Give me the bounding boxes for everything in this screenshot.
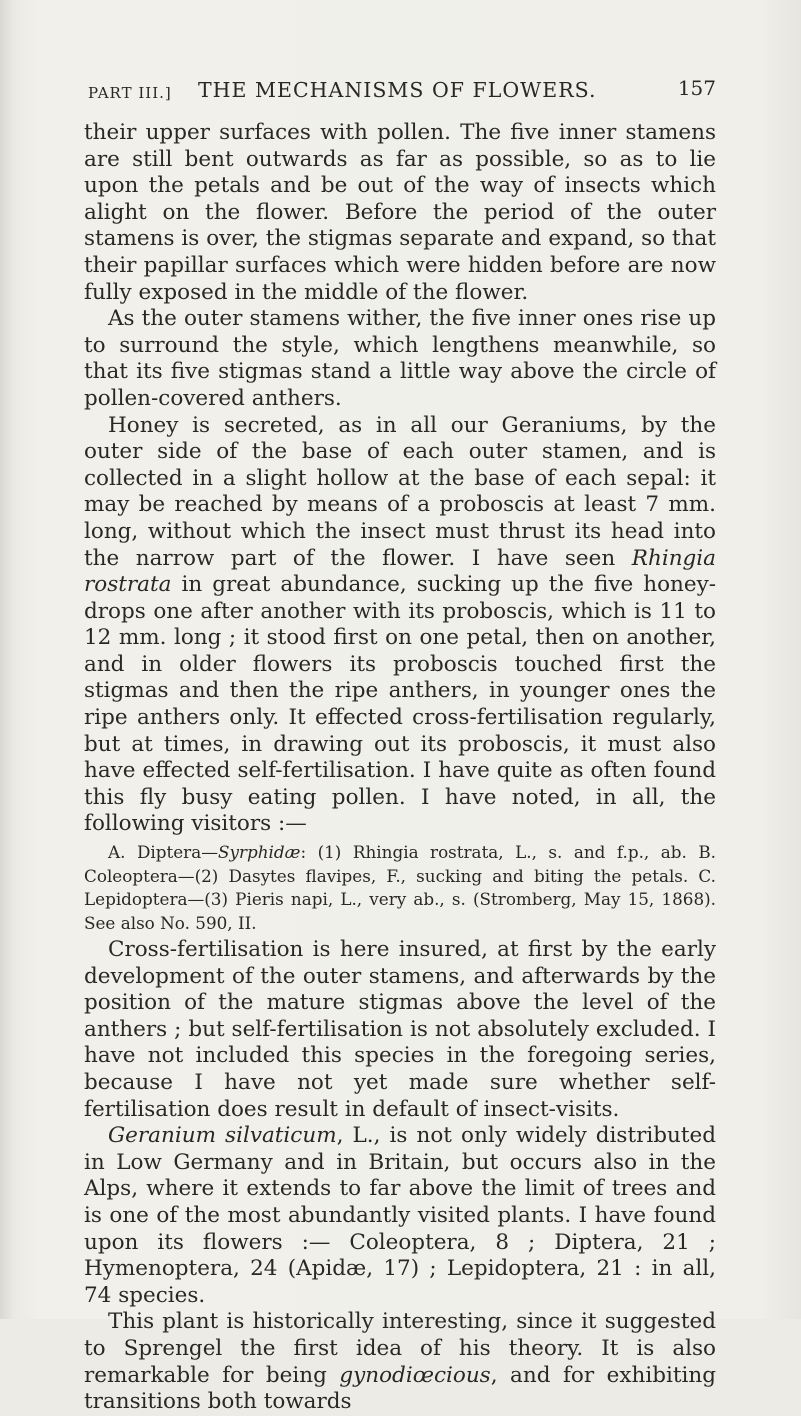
running-title: THE MECHANISMS OF FLOWERS. <box>198 78 597 102</box>
page-body <box>84 120 716 1416</box>
paragraph: Cross-fertilisation is here insured, at first by the early development of the outer stamens, and afterwards by the position of the mature stigmas above the level of the anthers ; but self-fertilisation is not absolutely excluded. I have not included this species in the foregoing series, because I have not yet made sure whether self-fertilisation does result in default of insect-visits. <box>84 937 716 1122</box>
botanical-term: gynodiœcious <box>339 1362 491 1388</box>
running-header <box>88 70 716 110</box>
paragraph: Honey is secreted, as in all our Geraniums, by the outer side of the base of each outer stamen, and is collected in a slight hollow at the base of each sepal: it may be reached by means of a proboscis at least 7 mm. long, without which the insect must thrust its head into the narrow part of the flower. I have seen Rhingia rostrata in great abundance, sucking up the five honey-drops one after another with its proboscis, which is 11 to 12 mm. long ; it stood first on one petal, then on another, and in older flowers its proboscis touched first the stigmas and then the ripe anthers, in younger ones the ripe anthers only. It effected cross-fertilisation regularly, but at times, in drawing out its proboscis, it must also have effected self-fertilisation. I have quite as often found this fly busy eating pollen. I have noted, in all, the following visitors :— <box>84 412 716 837</box>
visitor-list: A. Diptera—Syrphidæ: (1) Rhingia rostrata, L., s. and f.p., ab. B. Coleoptera—(2) Dasytes flavipes, F., sucking and biting the petals. C. Lepidoptera—(3) Pieris napi, L., very ab., s. (Stromberg, May 15, 1868). See also No. 590, II. <box>84 842 716 933</box>
page-number: 157 <box>677 76 716 100</box>
paragraph: their upper surfaces with pollen. The five inner stamens are still bent outwards as far as possible, so as to lie upon the petals and be out of the way of insects which alight on the flower. Before the period of the outer stamens is over, the stigmas separate and expand, so that their papillar surfaces which were hidden before are now fully exposed in the middle of the flower. <box>84 120 716 305</box>
paragraph: This plant is historically interesting, since it suggested to Sprengel the first idea of his theory. It is also remarkable for being gynodiœcious, and for exhibiting transitions both towards <box>84 1309 716 1415</box>
species-name: Geranium silvaticum <box>108 1123 337 1149</box>
species-name: Rhingia rostrata <box>84 545 716 598</box>
part-label: PART III.] <box>88 84 172 102</box>
family-name: Syrphidæ <box>218 842 301 863</box>
paragraph: As the outer stamens wither, the five inner ones rise up to surround the style, which lengthens meanwhile, so that its five stigmas stand a little way above the circle of pollen-covered anthers. <box>84 306 716 411</box>
paragraph: Geranium silvaticum, L., is not only widely distributed in Low Germany and in Britain, but occurs also in the Alps, where it extends to far above the limit of trees and is one of the most abundantly visited plants. I have found upon its flowers :— Coleoptera, 8 ; Diptera, 21 ; Hymenoptera, 24 (Apidæ, 17) ; Lepidoptera, 21 : in all, 74 species. <box>84 1123 716 1308</box>
